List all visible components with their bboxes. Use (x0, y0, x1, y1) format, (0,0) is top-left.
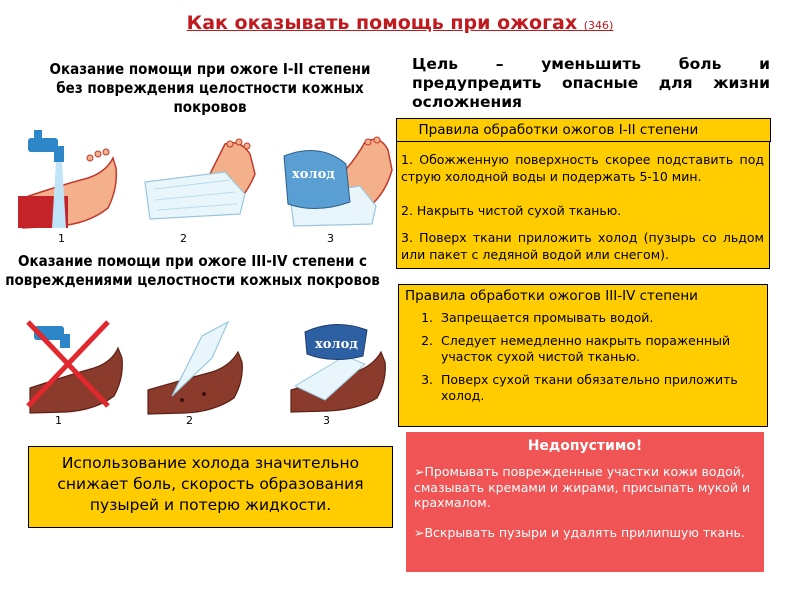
illustration-row-1 (0, 120, 400, 250)
rules-1-2-header: Правила обработки ожогов I-II степени (396, 118, 771, 142)
rules-1-2-box (396, 118, 770, 269)
step-label-1b: 1 (55, 414, 62, 427)
step-label-1: 1 (58, 232, 65, 245)
illustration-foot-with-cold-pack (280, 130, 400, 230)
forbidden-item-2-text: Вскрывать пузыри и удалять прилипшую ткань. (424, 524, 745, 540)
arrow-bullet-icon: ➢ (414, 464, 425, 479)
arrow-bullet-icon: ➢ (414, 524, 425, 540)
illustration-foot-under-tap (18, 128, 118, 238)
forbidden-item-1 (414, 464, 756, 511)
rules-1-2-item-2: 2. Накрыть чистой сухой тканью. (401, 203, 622, 218)
title-main: Как оказывать помощь при ожогах (186, 12, 578, 34)
goal-text: Цель – уменьшить боль и предупредить опасные для жизни осложнения (412, 55, 770, 111)
section1-heading: Оказание помощи при ожоге I-II степени без повреждения целостности кожных покровов (49, 60, 371, 116)
rules-3-4-box (398, 284, 768, 427)
forbidden-header: Недопустимо! (527, 438, 643, 454)
forbidden-box (406, 432, 764, 572)
rules-3-4-list (399, 310, 767, 405)
forbidden-item-2 (414, 525, 756, 541)
forbidden-item-1-text: Промывать поврежденные участки кожи водой, смазывать кремами и жирами, присыпать мукой и крахмалом. (414, 464, 751, 510)
illustration-tap-crossed (26, 318, 126, 413)
rules-3-4-item-3: 3. Поверх сухой ткани обязательно приложить холод. (437, 372, 767, 405)
illustration-row-2 (0, 312, 400, 432)
rules-3-4-item-1: 1. Запрещается промывать водой. (437, 310, 767, 327)
cold-pack-label-1: холод (292, 167, 335, 182)
rules-3-4-header: Правила обработки ожогов III-IV степени (405, 288, 698, 304)
rules-1-2-item-3: 3. Поверх ткани приложить холод (пузырь со льдом или пакет с ледяной водой или снегом). (401, 230, 764, 262)
step-label-2: 2 (180, 232, 187, 245)
step-label-3b: 3 (323, 414, 330, 427)
title-ref: (346) (583, 19, 614, 32)
section2-heading: Оказание помощи при ожоге III-IV степени с повреждениями целостности кожных покровов (5, 252, 380, 289)
step-label-2b: 2 (186, 414, 193, 427)
step-label-3: 3 (327, 232, 334, 245)
cold-note-box: Использование холода значительно снижает боль, скорость образования пузырей и потерю жидкости. (28, 446, 393, 528)
page-title (0, 12, 800, 34)
rules-3-4-item-2: 2. Следует немедленно накрыть пораженный участок сухой чистой тканью. (437, 333, 767, 366)
illustration-burned-foot-cold-pack (285, 316, 395, 411)
illustration-foot-with-cloth (145, 134, 265, 234)
illustration-burned-foot-cloth (142, 318, 252, 413)
rules-1-2-item-1: 1. Обожженную поверхность скорее подставить под струю холодной воды и подержать 5-10 мин. (401, 152, 764, 184)
cold-pack-label-2: холод (315, 337, 358, 352)
